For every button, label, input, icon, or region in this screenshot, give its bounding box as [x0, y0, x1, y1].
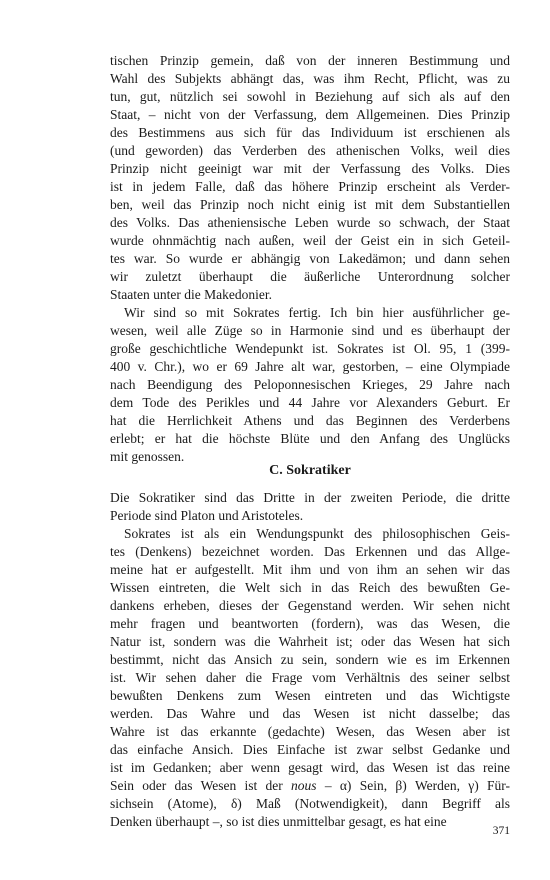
- text-line: sichsein (Atome), δ) Maß (Notwendigkeit), dann Begriff als: [110, 796, 510, 811]
- text-line: Wissen eintreten, die Welt sich in das Reich des bewußten Ge-: [110, 580, 510, 595]
- text-line: wesen, weil alle Züge so in Harmonie sind und es überhaupt der: [110, 323, 510, 338]
- text-line: (und geworden) das Verderben des athenischen Volks, weil dies: [110, 143, 510, 158]
- paragraph: [110, 489, 510, 525]
- text-line: Sein oder das Wesen ist der nous – α) Sein, β) Werden, γ) Für-: [110, 778, 510, 793]
- text-line: tischen Prinzip gemein, daß von der inneren Bestimmung und: [110, 53, 510, 68]
- text-line: ist im Gedanken; aber wenn gesagt wird, das Wesen ist das reine: [110, 760, 510, 775]
- text-line: nach Beendigung des Peloponnesischen Krieges, 29 Jahre nach: [110, 377, 510, 392]
- text-line: ist in jedem Falle, daß das höhere Prinzip erscheint als Verder-: [110, 179, 510, 194]
- text-line: ist. Wir sehen daher die Frage vom Verhältnis des seiner selbst: [110, 670, 510, 685]
- text-line: Wir sind so mit Sokrates fertig. Ich bin hier ausführlicher ge-: [124, 305, 510, 320]
- text-line: des Volks. Das atheniensische Leben wurde so schwach, der Staat: [110, 215, 510, 230]
- text-line: Wahl des Subjekts abhängt das, was ihm Recht, Pflicht, was zu: [110, 71, 510, 86]
- text-line: erlebt; er hat die höchste Blüte und den Anfang des Unglücks: [110, 431, 510, 446]
- text-line: dankens erheben, dieses der Gegenstand werden. Wir sehen nicht: [110, 598, 510, 613]
- text-block-section: [110, 489, 510, 831]
- text-line: 400 v. Chr.), wo er 69 Jahre alt war, gestorben, – eine Olympiade: [110, 359, 510, 374]
- page-number: 371: [492, 825, 510, 837]
- text-line: ben, weil das Prinzip noch nicht einig ist mit dem Substantiellen: [110, 197, 510, 212]
- text-line: große geschichtliche Wendepunkt ist. Sokrates ist Ol. 95, 1 (399-: [110, 341, 510, 356]
- text-line: Denken überhaupt –, so ist dies unmittelbar gesagt, es hat eine: [110, 814, 447, 829]
- text-line: Staat, – nicht von der Verfassung, dem Allgemeinen. Dies Prinzip: [110, 107, 510, 122]
- paragraph: [110, 525, 510, 831]
- text-line: Natur ist, sondern was die Wahrheit ist; oder das Wesen hat sich: [110, 634, 510, 649]
- text-line: Wahre ist das erkannte (gedachte) Wesen, das Wesen aber ist: [110, 724, 510, 739]
- text-line: mit genossen.: [110, 449, 185, 464]
- text-line: Periode sind Platon und Aristoteles.: [110, 508, 304, 523]
- emphasis-nous: nous: [291, 778, 317, 793]
- section-heading: C. Sokratiker: [269, 463, 351, 478]
- text-line: mehr fragen und beantworten (fordern), was das Wesen, die: [110, 616, 510, 631]
- text-line: Staaten unter die Makedonier.: [110, 287, 272, 302]
- text-line: Die Sokratiker sind das Dritte in der zweiten Periode, die dritte: [110, 490, 510, 505]
- text-line: meine hat er aufgestellt. Mit ihm und von ihm an sehen wir das: [110, 562, 510, 577]
- text-line: dem Tode des Perikles und 44 Jahre vor Alexanders Geburt. Er: [110, 395, 510, 410]
- text-line: das einfache Ansich. Dies Einfache ist zwar selbst Gedanke und: [110, 742, 510, 757]
- text-line: bestimmt, nicht das Ansich zu sein, sondern wie es im Erkennen: [110, 652, 510, 667]
- text-line: des Bestimmens aus sich für das Individuum ist erschienen als: [110, 125, 510, 140]
- text-line: bewußten Denkens zum Wesen eintreten und das Wichtigste: [110, 688, 510, 703]
- paragraph: [110, 304, 510, 466]
- text-block-top: [110, 52, 510, 466]
- text-line: tes (Denkens) bezeichnet worden. Das Erkennen und das Allge-: [110, 544, 510, 559]
- text-line: werden. Das Wahre und das Wesen ist nicht dasselbe; das: [110, 706, 510, 721]
- text-line: wurde ohnmächtig nach außen, weil der Geist ein in sich Geteil-: [110, 233, 510, 248]
- text-line: tes war. So wurde er abhängig von Lakedämon; und dann sehen: [110, 251, 510, 266]
- text-line: wir zuletzt überhaupt die äußerliche Unterordnung solcher: [110, 269, 510, 284]
- text-line: Sokrates ist als ein Wendungspunkt des philosophischen Geis-: [124, 526, 510, 541]
- paragraph: [110, 52, 510, 304]
- text-line: hat die Herrlichkeit Athens und das Beginnen des Verderbens: [110, 413, 510, 428]
- text-line: tun, gut, nützlich sei sowohl in Beziehung auf sich als auf den: [110, 89, 510, 104]
- text-line: Prinzip nicht geeinigt war mit der Verfassung des Volks. Dies: [110, 161, 510, 176]
